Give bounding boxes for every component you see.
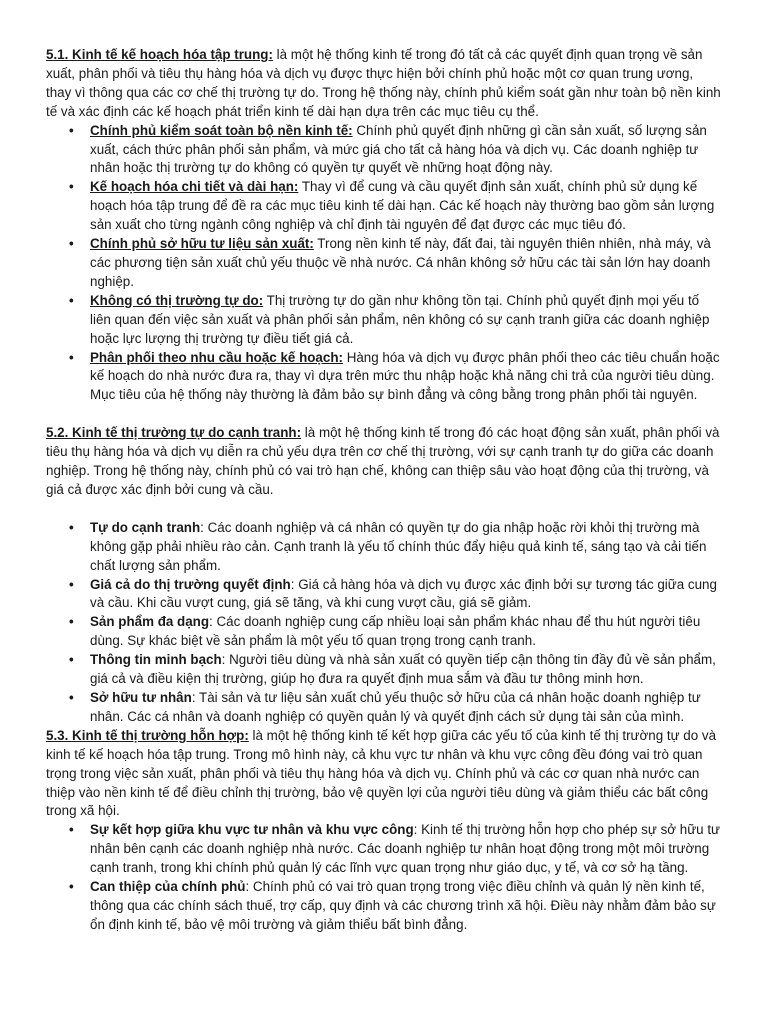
item-text: Chính phủ quyết định những gì cần sản xuất, số lượng sản xuất, cách thức phân phối sản phẩm, và mức giá cho tất cả hàng hóa và dịch vụ. Các doanh nghiệp tư nhân hoặc thị trường tự do không có quyền tự quyết về những hoạt động này.: [90, 122, 707, 176]
section-intro-text: là một hệ thống kinh tế trong đó các hoạt động sản xuất, phân phối và tiêu thụ hàng hóa và dịch vụ diễn ra chủ yếu dựa trên cơ chế thị trường, với sự cạnh tranh tự do giữa các doanh nghiệp. Trong hệ thống này, chính phủ có vai trò hạn chế, không can thiệp sâu vào hoạt động của thị trường, và giá cả được xác định bởi cung và cầu.: [46, 425, 720, 497]
section-intro-text: là một hệ thống kinh tế kết hợp giữa các yếu tố của kinh tế thị trường tự do và kinh tế kế hoạch hóa tập trung. Trong mô hình này, cả khu vực tư nhân và khu vực công đều đóng vai trò quan trọng trong việc sản xuất, phân phối và tiêu thụ hàng hóa và dịch vụ. Chính phủ và các cơ quan nhà nước can thiệp vào nền kinh tế để điều chỉnh thị trường, bảo vệ quyền lợi của người tiêu dùng và giảm thiểu các bất công trong xã hội.: [46, 727, 717, 819]
item-term: Chính phủ kiểm soát toàn bộ nền kinh tế:: [90, 122, 353, 138]
list-item: [90, 821, 722, 878]
list-item: [90, 235, 722, 292]
list-item: [90, 651, 722, 689]
spacer: [46, 405, 722, 424]
item-term: Phân phối theo nhu cầu hoặc kế hoạch:: [90, 349, 343, 365]
item-text: Thay vì để cung và cầu quyết định sản xuất, chính phủ sử dụng kế hoạch hóa tập trung để đề ra các mục tiêu kinh tế dài hạn. Các kế hoạch này thường bao gồm sản lượng sản xuất cho từng ngành công nghiệp và chỉ định tài nguyên để đạt được các mục tiêu đó.: [90, 179, 715, 233]
list-item: [90, 689, 722, 727]
list-item: [90, 122, 722, 179]
section-intro: [46, 46, 722, 122]
section-title: 5.2. Kinh tế thị trường tự do cạnh tranh:: [46, 425, 302, 441]
list-item: [90, 349, 722, 406]
section-central-planning: [46, 46, 722, 405]
item-term: Không có thị trường tự do:: [90, 292, 264, 308]
item-text: : Các doanh nghiệp cung cấp nhiều loại sản phẩm khác nhau để thu hút người tiêu dùng. Sự khác biệt về sản phẩm là một yếu tố quan trọng trong cạnh tranh.: [90, 614, 701, 649]
item-term: Sở hữu tư nhân: [90, 690, 192, 705]
list-item: [90, 576, 722, 614]
section-title: 5.3. Kinh tế thị trường hỗn hợp:: [46, 727, 249, 743]
item-term: Tự do cạnh tranh: [90, 519, 201, 535]
list-item: [90, 613, 722, 651]
item-term: Kế hoạch hóa chi tiết và dài hạn:: [90, 179, 299, 195]
section-title: 5.1. Kinh tế kế hoạch hóa tập trung:: [46, 47, 273, 62]
list-item: [90, 878, 722, 935]
item-term: Sản phẩm đa dạng: [90, 614, 210, 630]
item-text: Trong nền kinh tế này, đất đai, tài nguyên thiên nhiên, nhà máy, và các phương tiện sản xuất chủ yếu thuộc về nhà nước. Cá nhân không sở hữu các tài sản lớn hay doanh nghiệp.: [90, 236, 711, 289]
item-text: : Chính phủ có vai trò quan trọng trong việc điều chỉnh và quản lý nền kinh tế, thông qua các chính sách thuế, trợ cấp, quy định và các chương trình xã hội. Điều này nhằm đảm bảo sự ổn định kinh tế, bảo vệ môi trường và giảm thiểu bất bình đẳng.: [90, 879, 716, 932]
item-term: Chính phủ sở hữu tư liệu sản xuất:: [90, 236, 314, 252]
item-text: : Các doanh nghiệp và cá nhân có quyền tự do gia nhập hoặc rời khỏi thị trường mà không gặp phải nhiều rào cản. Cạnh tranh là yếu tố chính thúc đẩy hiệu quả kinh tế, sáng tạo và cải tiến chất lượng sản phẩm.: [90, 519, 707, 573]
section-free-market: [46, 424, 722, 727]
list-item: [90, 519, 722, 576]
section-intro-text: là một hệ thống kinh tế trong đó tất cả các quyết định quan trọng về sản xuất, phân phối và tiêu thụ hàng hóa và dịch vụ được thực hiện bởi chính phủ hoặc một cơ quan trung ương, thay vì thông qua các cơ chế thị trường tự do. Trong hệ thống này, chính phủ kiểm soát gần như toàn bộ nền kinh tế và xác định các kế hoạch phát triển kinh tế dài hạn dựa trên các mục tiêu cụ thể.: [46, 47, 721, 119]
list-item: [90, 292, 722, 349]
item-term: Sự kết hợp giữa khu vực tư nhân và khu vực công: [90, 822, 414, 838]
bullet-list: [46, 821, 722, 934]
section-intro: [46, 424, 722, 500]
section-mixed-economy: [46, 727, 722, 935]
item-term: Thông tin minh bạch: [90, 652, 222, 668]
item-text: : Người tiêu dùng và nhà sản xuất có quyền tiếp cận thông tin đầy đủ về sản phẩm, giá cả và điều kiện thị trường, giúp họ đưa ra quyết định mua sắm và đầu tư thông minh hơn.: [90, 652, 716, 687]
document-page: [46, 46, 722, 935]
item-text: : Giá cả hàng hóa và dịch vụ được xác định bởi sự tương tác giữa cung và cầu. Khi cầu vượt cung, giá sẽ tăng, và khi cung vượt cầu, giá sẽ giảm.: [90, 576, 717, 611]
list-item: [90, 178, 722, 235]
section-intro: [46, 727, 722, 822]
item-text: Hàng hóa và dịch vụ được phân phối theo các tiêu chuẩn hoặc kế hoạch do nhà nước đưa ra, thay vì dựa trên mức thu nhập hoặc khả năng chi trả của người tiêu dùng. Mục tiêu của hệ thống này thường là đảm bảo sự bình đẳng và công bằng trong phân phối tài nguyên.: [90, 349, 720, 403]
bullet-list: [46, 122, 722, 406]
spacer: [46, 500, 722, 519]
item-text: : Tài sản và tư liệu sản xuất chủ yếu thuộc sở hữu của cá nhân hoặc doanh nghiệp tư nhân. Các cá nhân và doanh nghiệp có quyền quản lý và quyết định cách sử dụng tài sản của mình.: [90, 690, 701, 724]
bullet-list: [46, 519, 722, 727]
item-term: Can thiệp của chính phủ: [90, 879, 246, 895]
item-text: Thị trường tự do gần như không tồn tại. Chính phủ quyết định mọi yếu tố liên quan đến việc sản xuất và phân phối sản phẩm, nên không có sự cạnh tranh giữa các doanh nghiệp hoặc lực lượng thị trường tự điều tiết giá cả.: [90, 292, 710, 346]
item-term: Giá cả do thị trường quyết định: [90, 576, 291, 592]
item-text: : Kinh tế thị trường hỗn hợp cho phép sự sở hữu tư nhân bên cạnh các doanh nghiệp nhà nước. Các doanh nghiệp tư nhân hoạt động trong một môi trường cạnh tranh, trong khi chính phủ quản lý các lĩnh vực quan trọng như giáo dục, y tế, và cơ sở hạ tầng.: [90, 822, 721, 876]
